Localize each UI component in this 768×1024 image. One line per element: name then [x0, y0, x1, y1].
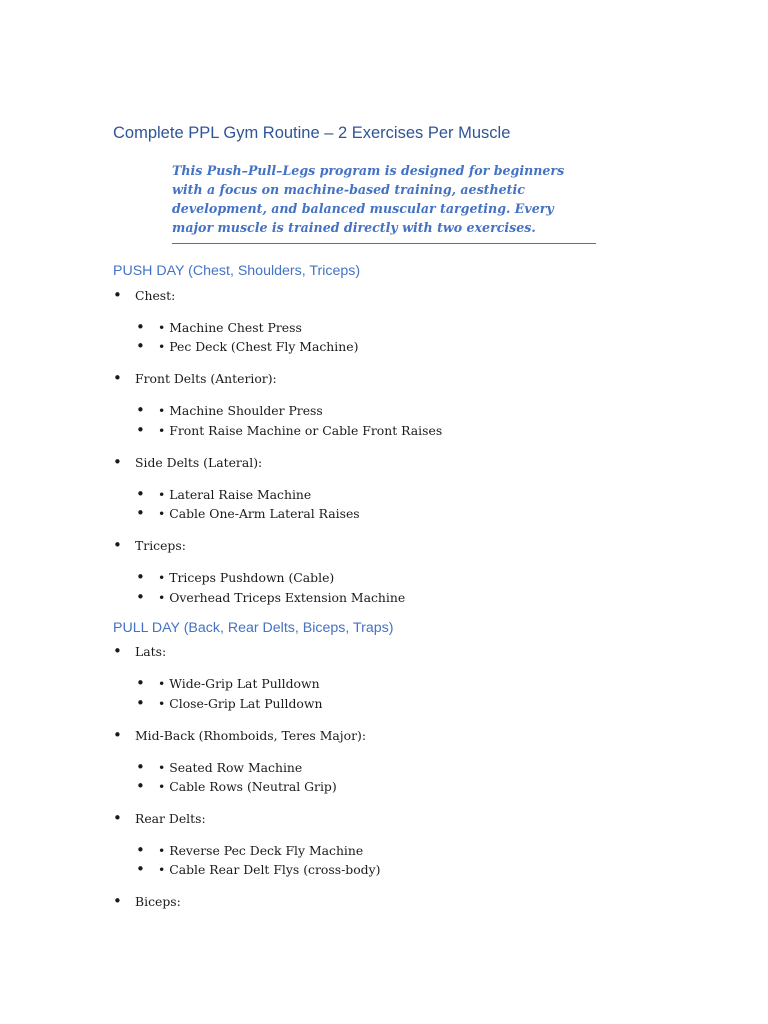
bullet-icon: • [136, 504, 145, 522]
bullet-icon: • [113, 536, 122, 554]
list-item [136, 841, 364, 859]
list-item [136, 758, 303, 776]
exercise-label: • Overhead Triceps Extension Machine [158, 590, 406, 605]
exercise-label: • Reverse Pec Deck Fly Machine [158, 843, 364, 858]
exercise-label: • Front Raise Machine or Cable Front Raises [158, 423, 443, 438]
muscle-group-label: Chest: [135, 288, 176, 303]
muscle-group-label: Biceps: [135, 894, 181, 909]
exercise-label: • Machine Chest Press [158, 320, 302, 335]
muscle-group-label: Front Delts (Anterior): [135, 371, 277, 386]
bullet-icon: • [136, 841, 145, 859]
exercise-label: • Wide-Grip Lat Pulldown [158, 676, 320, 691]
list-item [136, 485, 312, 503]
intro-quote: This Push–Pull–Legs program is designed for beginners with a focus on machine-based training, aesthetic development, and balanced muscular targeting. Every major muscle is trained directly with two exercises. [172, 161, 596, 244]
list-item [136, 674, 320, 692]
list-item [113, 809, 206, 827]
exercise-label: • Seated Row Machine [158, 760, 303, 775]
exercise-label: • Machine Shoulder Press [158, 403, 323, 418]
bullet-icon: • [136, 401, 145, 419]
document-title: Complete PPL Gym Routine – 2 Exercises Per Muscle [113, 124, 511, 142]
exercise-label: • Close-Grip Lat Pulldown [158, 696, 323, 711]
bullet-icon: • [136, 337, 145, 355]
bullet-icon: • [113, 453, 122, 471]
bullet-icon: • [113, 286, 122, 304]
muscle-group-label: Triceps: [135, 538, 186, 553]
exercise-label: • Cable Rear Delt Flys (cross-body) [158, 862, 381, 877]
bullet-icon: • [113, 726, 122, 744]
bullet-icon: • [136, 421, 145, 439]
exercise-label: • Lateral Raise Machine [158, 487, 312, 502]
list-item [136, 588, 406, 606]
bullet-icon: • [136, 777, 145, 795]
exercise-label: • Cable One-Arm Lateral Raises [158, 506, 360, 521]
list-item [136, 568, 335, 586]
exercise-label: • Cable Rows (Neutral Grip) [158, 779, 337, 794]
bullet-icon: • [136, 485, 145, 503]
bullet-icon: • [136, 758, 145, 776]
bullet-icon: • [113, 892, 122, 910]
bullet-icon: • [113, 369, 122, 387]
muscle-group-label: Side Delts (Lateral): [135, 455, 263, 470]
bullet-icon: • [136, 588, 145, 606]
list-item [136, 777, 337, 795]
bullet-icon: • [136, 674, 145, 692]
list-item [136, 337, 359, 355]
muscle-group-label: Rear Delts: [135, 811, 206, 826]
bullet-icon: • [113, 809, 122, 827]
list-item [136, 860, 381, 878]
list-item [136, 694, 323, 712]
bullet-icon: • [136, 694, 145, 712]
list-item [136, 421, 443, 439]
list-item [136, 318, 302, 336]
bullet-icon: • [136, 860, 145, 878]
bullet-icon: • [136, 318, 145, 336]
push-day-heading: PUSH DAY (Chest, Shoulders, Triceps) [113, 263, 361, 279]
muscle-group-label: Lats: [135, 644, 167, 659]
list-item [113, 286, 176, 304]
list-item [113, 536, 186, 554]
bullet-icon: • [136, 568, 145, 586]
list-item [113, 369, 277, 387]
pull-day-heading: PULL DAY (Back, Rear Delts, Biceps, Traps) [113, 620, 394, 636]
bullet-icon: • [113, 642, 122, 660]
list-item [113, 642, 167, 660]
muscle-group-label: Mid-Back (Rhomboids, Teres Major): [135, 728, 367, 743]
list-item [113, 892, 181, 910]
list-item [113, 726, 367, 744]
exercise-label: • Triceps Pushdown (Cable) [158, 570, 335, 585]
exercise-label: • Pec Deck (Chest Fly Machine) [158, 339, 359, 354]
list-item [136, 504, 360, 522]
list-item [136, 401, 323, 419]
list-item [113, 453, 263, 471]
